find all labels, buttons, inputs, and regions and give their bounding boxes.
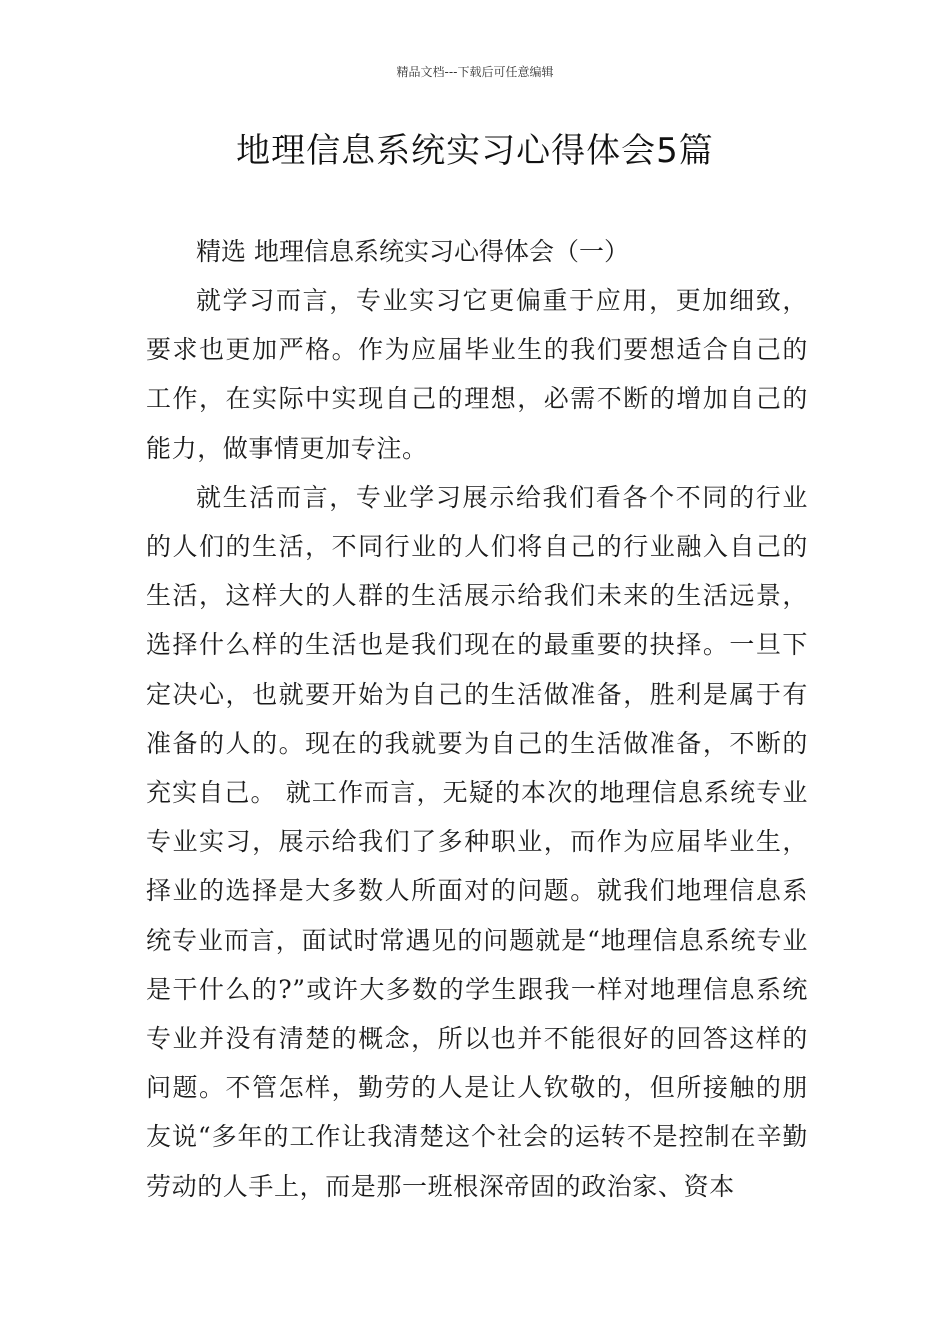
document-title: 地理信息系统实习心得体会5篇 <box>236 131 714 171</box>
paragraph-study: 就学习而言，专业实习它更偏重于应用，更加细致，要求也更加严格。作为应届毕业生的我们要想适合自己的工作，在实际中实现自己的理想，必需不断的增加自己的能力，做事情更加专注。 <box>146 286 808 463</box>
page-header: 精品文档---下载后可任意编辑 <box>396 65 554 79</box>
document-body <box>146 227 808 1211</box>
paragraph-life: 就生活而言，专业学习展示给我们看各个不同的行业的人们的生活，不同行业的人们将自己的行业融入自己的生活，这样大的人群的生活展示给我们未来的生活远景，选择什么样的生活也是我们现在的最重要的抉择。一旦下定决心，也就要开始为自己的生活做准备，胜利是属于有准备的人的。现在的我就要为自己的生活做准备，不断的充实自己。 就工作而言，无疑的本次的地理信息系统专业专业实习，展示给我们了多种职业，而作为应届毕业生，择业的选择是大多数人所面对的问题。就我们地理信息系统专业而言，面试时常遇见的问题就是“地理信息系统专业是干什么的?”或许大多数的学生跟我一样对地理信息系统专业并没有清楚的概念，所以也并不能很好的回答这样的问题。不管怎样，勤劳的人是让人钦敬的，但所接触的朋友说“多年的工作让我清楚这个社会的运转不是控制在辛勤劳动的人手上，而是那一班根深帝固的政治家、资本 <box>146 482 808 1201</box>
section-subtitle: 精选 地理信息系统实习心得体会（一） <box>196 237 629 266</box>
